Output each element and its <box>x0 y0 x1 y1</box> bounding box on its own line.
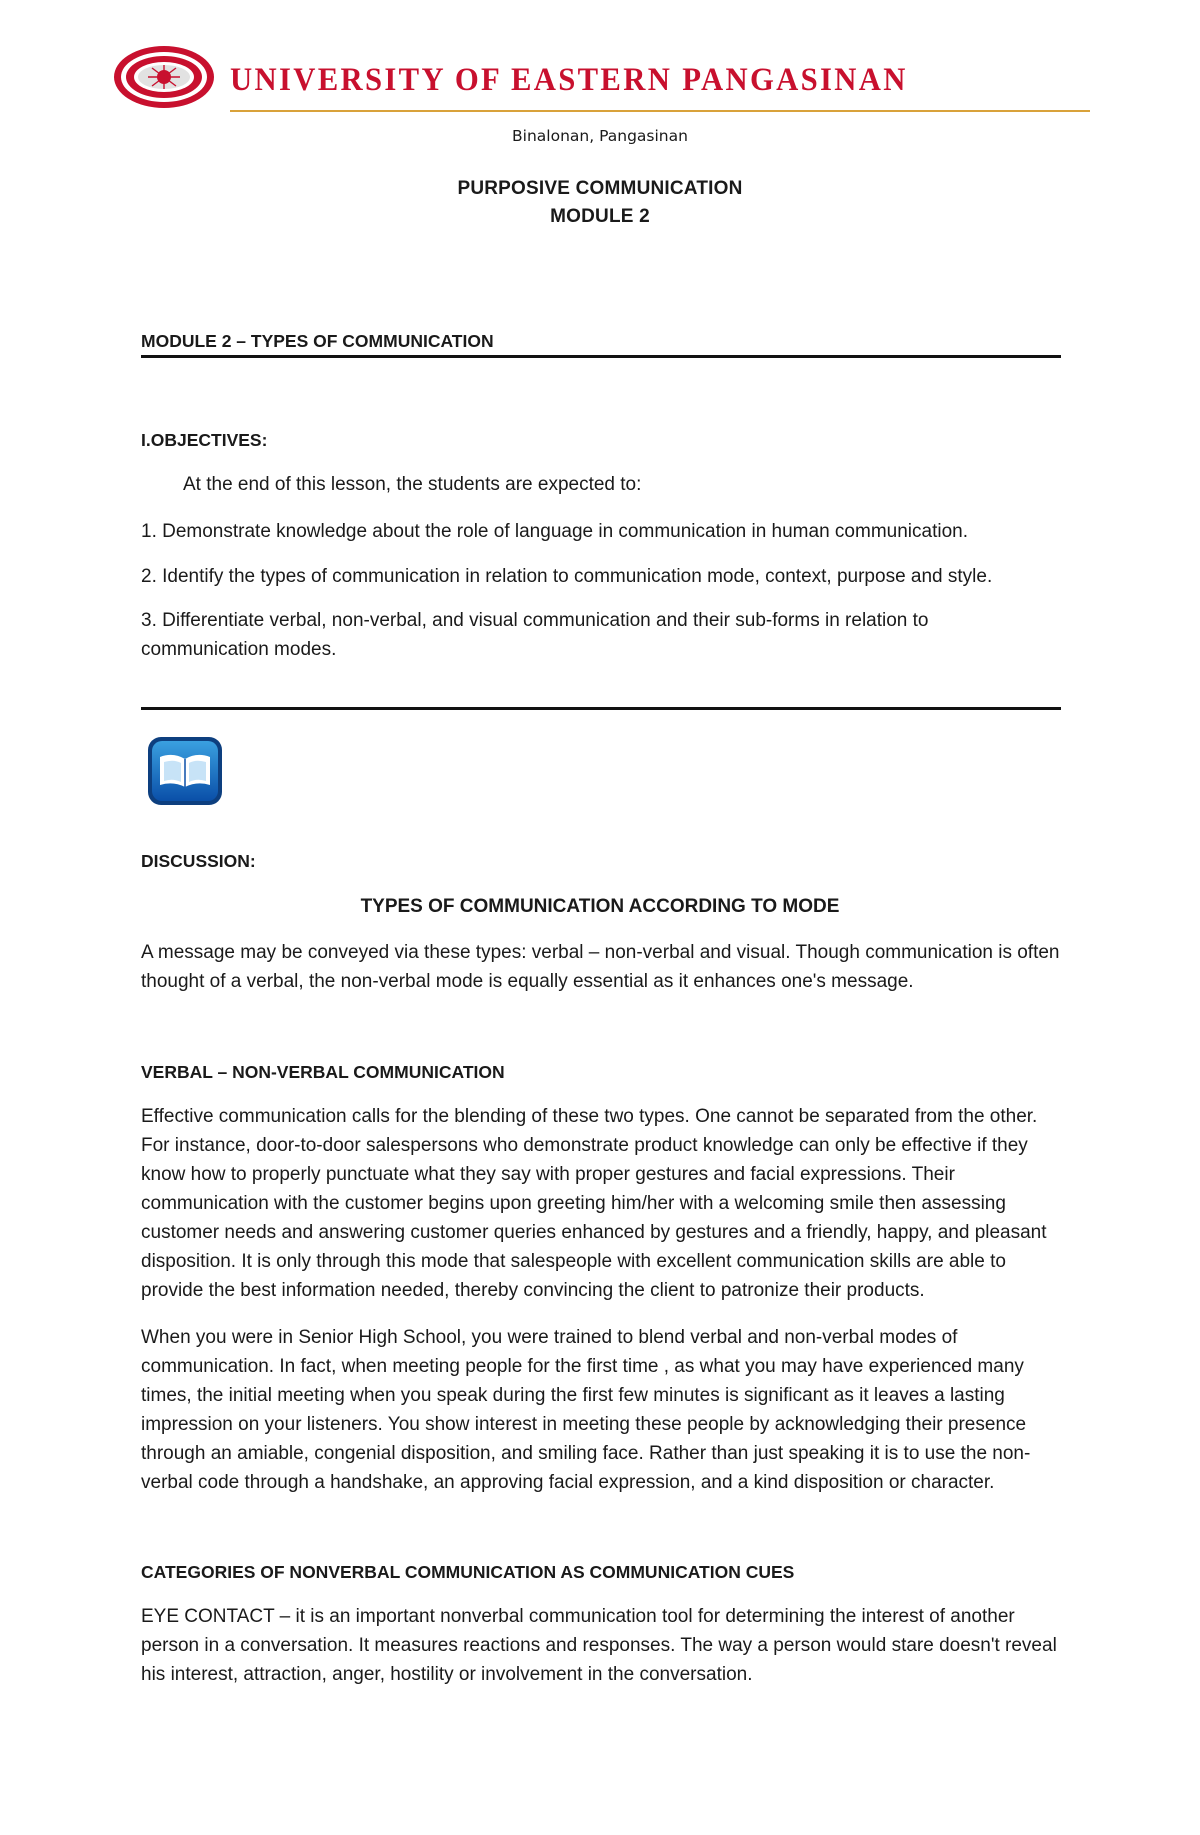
verbal-paragraph-1: Effective communication calls for the blending of these two types. One cannot be separated from the other. For instance, door-to-door salespersons who demonstrate product knowledge can only be effective if they know how to properly punctuate what they say with proper gestures and facial expressions. Their communication with the customer begins upon greeting him/her with a welcoming smile then assessing customer needs and answering customer queries enhanced by gestures and a friendly, happy, and pleasant disposition. It is only through this mode that salespeople with excellent communication skills are able to provide the best information needed, thereby convincing the client to patronize their products. <box>141 1106 1047 1301</box>
objectives-heading: I.OBJECTIVES: <box>141 430 268 450</box>
section-title: TYPES OF COMMUNICATION ACCORDING TO MODE <box>360 896 840 917</box>
discussion-heading: DISCUSSION: <box>141 851 256 871</box>
categories-heading: CATEGORIES OF NONVERBAL COMMUNICATION AS COMMUNICATION CUES <box>141 1562 795 1582</box>
verbal-heading: VERBAL – NON-VERBAL COMMUNICATION <box>141 1062 505 1082</box>
objectives-intro: At the end of this lesson, the students are expected to: <box>183 474 642 495</box>
module-label: MODULE 2 <box>550 206 650 227</box>
objective-item: 1. Demonstrate knowledge about the role of language in communication in human communication. <box>141 521 968 542</box>
verbal-paragraph-2: When you were in Senior High School, you were trained to blend verbal and non-verbal modes of communication. In fact, when meeting people for the first time , as what you may have experienced many times, the initial meeting when you speak during the first few minutes is significant as it leaves a lasting impression on your listeners. You show interest in meeting these people by acknowledging their presence through an amiable, congenial disposition, and smiling face. Rather than just speaking it is to use the non-verbal code through a handshake, an approving facial expression, and a kind disposition or character. <box>141 1327 1031 1493</box>
eye-contact-paragraph: EYE CONTACT – it is an important nonverbal communication tool for determining the interest of another person in a conversation. It measures reactions and responses. The way a person would stare doesn't reveal his interest, attraction, anger, hostility or involvement in the conversation. <box>141 1606 1057 1685</box>
objective-item: 3. Differentiate verbal, non-verbal, and visual communication and their sub-forms in relation to communication modes. <box>141 610 929 660</box>
header-rule <box>230 110 1090 112</box>
divider <box>141 355 1061 358</box>
objective-item: 2. Identify the types of communication in relation to communication mode, context, purpose and style. <box>141 566 993 587</box>
open-book-icon <box>146 735 224 807</box>
module-heading: MODULE 2 – TYPES OF COMMUNICATION <box>141 331 494 351</box>
divider <box>141 707 1061 710</box>
university-seal-icon <box>112 44 216 110</box>
university-name: UNIVERSITY OF EASTERN PANGASINAN <box>230 62 908 98</box>
university-header <box>112 44 1092 114</box>
location: Binalonan, Pangasinan <box>512 127 688 145</box>
discussion-intro: A message may be conveyed via these types: verbal – non-verbal and visual. Though communication is often thought of a verbal, the non-verbal mode is equally essential as it enhances one's message. <box>141 942 1060 992</box>
course-title: PURPOSIVE COMMUNICATION <box>457 178 743 199</box>
